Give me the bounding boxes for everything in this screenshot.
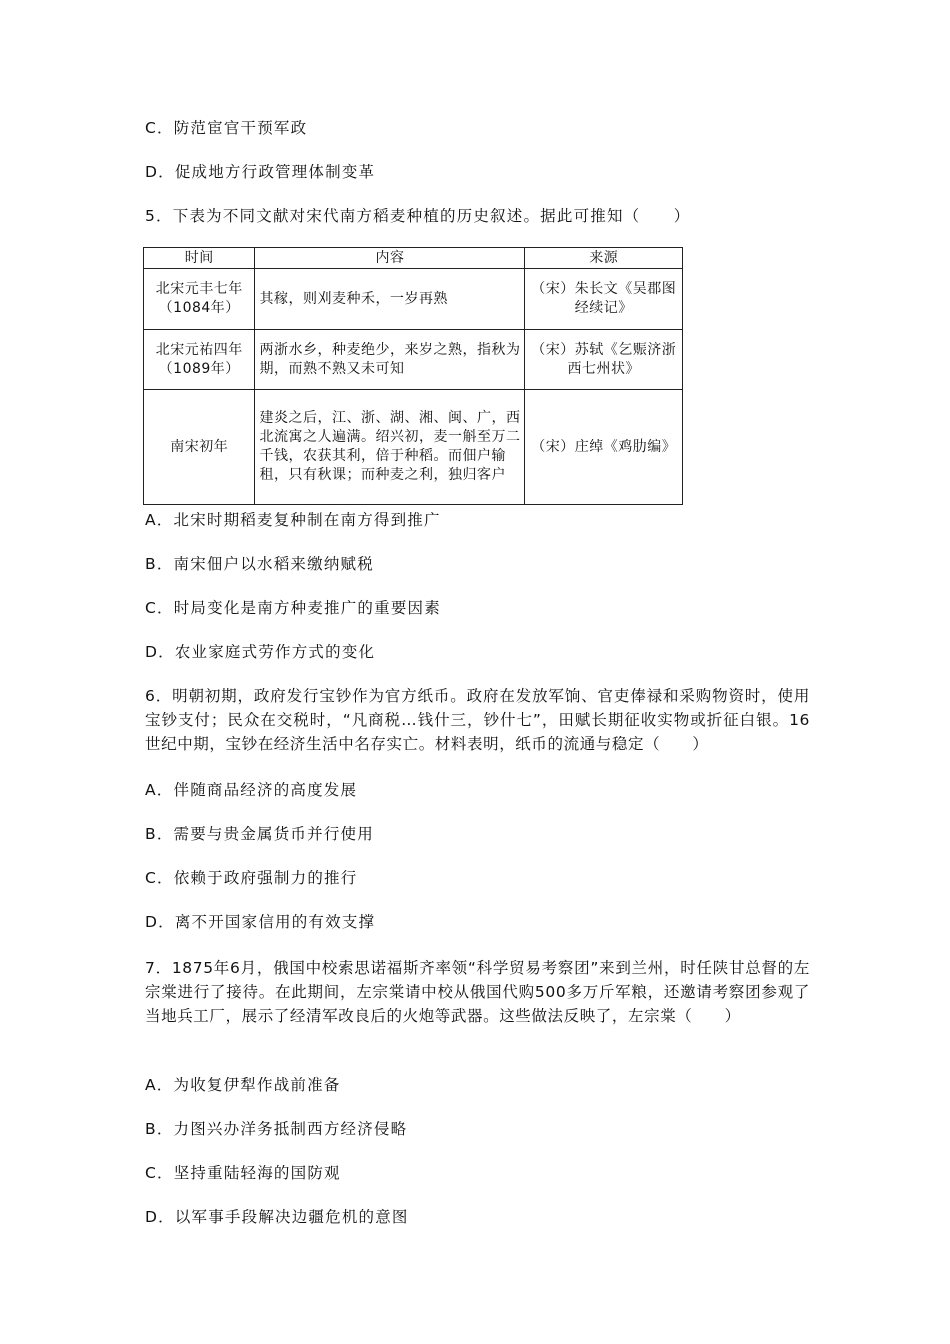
q6-option-a[interactable]: A．伴随商品经济的高度发展 xyxy=(145,781,358,799)
q6-stem: 6．明朝初期，政府发行宝钞作为官方纸币。政府在发放军饷、官吏俸禄和采购物资时，使用宝钞支付；民众在交税时，“凡商税…钱什三，钞什七”，田赋长期征收实物或折征白银。16世纪中期，宝钞在经济生活中名存实亡。材料表明，纸币的流通与稳定（ ） xyxy=(145,687,810,753)
table-row xyxy=(144,390,683,505)
q7-option-a[interactable]: A．为收复伊犁作战前准备 xyxy=(145,1076,341,1094)
table-header-row xyxy=(144,248,683,269)
q5-stem: 5．下表为不同文献对宋代南方稻麦种植的历史叙述。据此可推知（ ） xyxy=(145,207,691,225)
header-content: 内容 xyxy=(255,248,525,269)
q7-option-c[interactable]: C．坚持重陆轻海的国防观 xyxy=(145,1164,341,1182)
q7-stem: 7．1875年6月，俄国中校索思诺福斯齐率领“科学贸易考察团”来到兰州，时任陕甘总督的左宗棠进行了接待。在此期间，左宗棠请中校从俄国代购500多万斤军粮，还邀请考察团参观了当地兵工厂，展示了经清军改良后的火炮等武器。这些做法反映了，左宗棠（ ） xyxy=(145,959,810,1025)
cell-source: （宋）庄绰《鸡肋编》 xyxy=(525,390,683,505)
cell-time: 北宋元丰七年（1084年） xyxy=(144,269,255,330)
q5-option-d[interactable]: D．农业家庭式劳作方式的变化 xyxy=(145,643,376,661)
q6-option-b[interactable]: B．需要与贵金属货币并行使用 xyxy=(145,825,374,843)
q6-option-c[interactable]: C．依赖于政府强制力的推行 xyxy=(145,869,358,887)
history-table xyxy=(143,247,683,505)
cell-content: 建炎之后，江、浙、湖、湘、闽、广，西北流寓之人遍满。绍兴初，麦一斛至万二千钱，农获其利，倍于种稻。而佃户输租，只有秋课；而种麦之利，独归客户 xyxy=(255,390,525,505)
cell-time: 北宋元祐四年（1089年） xyxy=(144,330,255,390)
cell-content: 其稼，则刈麦种禾，一岁再熟 xyxy=(255,269,525,330)
q5-option-a[interactable]: A．北宋时期稻麦复种制在南方得到推广 xyxy=(145,511,441,529)
q4-option-c[interactable]: C．防范宦官干预军政 xyxy=(145,119,308,137)
cell-source: （宋）朱长文《吴郡图经续记》 xyxy=(525,269,683,330)
q4-option-d[interactable]: D．促成地方行政管理体制变革 xyxy=(145,163,376,181)
header-time: 时间 xyxy=(144,248,255,269)
q7-option-d[interactable]: D．以军事手段解决边疆危机的意图 xyxy=(145,1208,409,1226)
q7-option-b[interactable]: B．力图兴办洋务抵制西方经济侵略 xyxy=(145,1120,408,1138)
table-row xyxy=(144,330,683,390)
q5-option-c[interactable]: C．时局变化是南方种麦推广的重要因素 xyxy=(145,599,441,617)
cell-source: （宋）苏轼《乞赈济浙西七州状》 xyxy=(525,330,683,390)
header-source: 来源 xyxy=(525,248,683,269)
cell-content: 两浙水乡，种麦绝少，来岁之熟，指秋为期，而熟不熟又未可知 xyxy=(255,330,525,390)
q6-option-d[interactable]: D．离不开国家信用的有效支撑 xyxy=(145,913,376,931)
table-row xyxy=(144,269,683,330)
q5-option-b[interactable]: B．南宋佃户以水稻来缴纳赋税 xyxy=(145,555,374,573)
cell-time: 南宋初年 xyxy=(144,390,255,505)
